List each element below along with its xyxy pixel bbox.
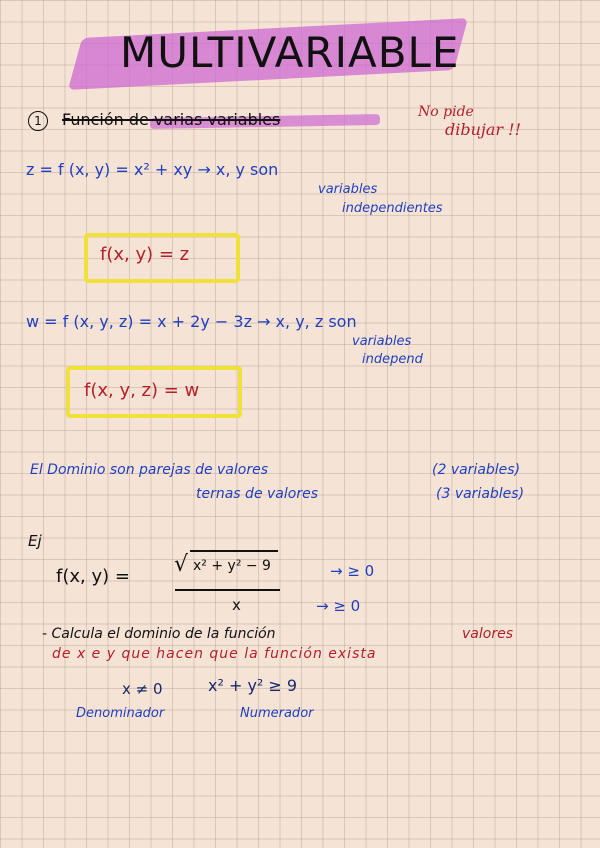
example-lhs: f(x, y) = [56, 566, 130, 587]
page-title: MULTIVARIABLE [120, 28, 460, 77]
condition-x: x ≠ 0 [122, 680, 163, 698]
example-label: Ej [28, 532, 42, 550]
condition-xy: x² + y² ≥ 9 [208, 676, 298, 695]
note-line-2: dibujar !! [445, 120, 521, 139]
equation-1-note-2: independientes [342, 201, 443, 216]
equation-2: w = f (x, y, z) = x + 2y − 3z → x, y, z son [26, 312, 357, 331]
task-line-2: de x e y que hacen que la función exista [52, 646, 377, 662]
section-number: 1 [28, 111, 48, 131]
domain-line-1-note: (2 variables) [432, 462, 521, 478]
condition-denominator: → ≥ 0 [316, 597, 361, 615]
equation-1-note-1: variables [318, 182, 378, 197]
domain-line-1: El Dominio son parejas de valores [30, 462, 268, 478]
equation-1: z = f (x, y) = x² + xy → x, y son [26, 160, 279, 179]
fraction-bar [175, 589, 280, 591]
note-line-1: No pide [418, 104, 474, 120]
domain-line-2-note: (3 variables) [436, 486, 525, 502]
fraction-numerator: x² + y² − 9 [193, 558, 271, 574]
sqrt-vinculum [190, 550, 278, 552]
task-line-1: - Calcula el dominio de la función [42, 626, 276, 642]
label-denominator: Denominador [76, 706, 165, 721]
equation-2-note-2: independ [362, 352, 423, 367]
boxed-formula-1: f(x, y) = z [100, 244, 190, 265]
boxed-formula-2: f(x, y, z) = w [84, 380, 200, 401]
condition-numerator: → ≥ 0 [330, 562, 375, 580]
section-title: Función de varias variables [62, 110, 281, 129]
task-line-1-red: valores [462, 626, 513, 642]
domain-line-2: ternas de valores [196, 486, 318, 502]
fraction-denominator: x [232, 596, 241, 614]
equation-2-note-1: variables [352, 334, 412, 349]
label-numerator: Numerador [240, 706, 314, 721]
sqrt-sign: √ [174, 552, 189, 577]
